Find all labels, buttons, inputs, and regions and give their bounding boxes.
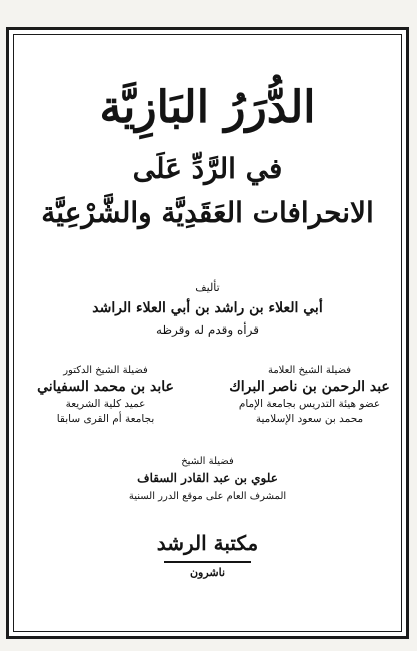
author-name: أبي العلاء بن راشد بن أبي العلاء الراشد [92, 300, 323, 316]
endorser-line: المشرف العام على موقع الدرر السنية [128, 491, 287, 502]
title-page [13, 34, 402, 632]
endorser-line: بجامعة أم القرى سابقا [56, 413, 155, 425]
endorser-block-left [18, 365, 193, 425]
author-label: تأليف [195, 281, 220, 294]
endorser-name: عبد الرحمن بن ناصر البراك [229, 379, 390, 395]
endorser-name: عابد بن محمد السفياني [37, 379, 174, 395]
endorser-title: فضيلة الشيخ [181, 456, 234, 467]
endorser-name: علوي بن عبد القادر السقاف [137, 471, 278, 485]
endorser-line: محمد بن سعود الإسلامية [255, 413, 364, 425]
endorser-line: عميد كلية الشريعة [65, 398, 146, 410]
publisher-subtitle: ناشرون [189, 566, 226, 579]
author-note: قرأه وقدم له وقرظه [156, 323, 259, 337]
publisher-logo-name: مكتبة الرشد [156, 531, 259, 555]
endorser-title: فضيلة الشيخ الدكتور [63, 365, 148, 376]
book-subtitle-line-2: الانحرافات العَقَدِيَّة والشَّرْعِيَّة [41, 196, 374, 229]
endorser-block-right [222, 365, 397, 425]
endorser-title: فضيلة الشيخ العلامة [267, 365, 352, 376]
book-title: الدُّرَرُ البَازِيَّة [99, 82, 316, 133]
endorser-line: عضو هيئة التدريس بجامعة الإمام [238, 398, 381, 410]
book-subtitle-line-1: في الرَّدِّ عَلَى [132, 152, 283, 185]
publisher-rule [164, 561, 251, 563]
